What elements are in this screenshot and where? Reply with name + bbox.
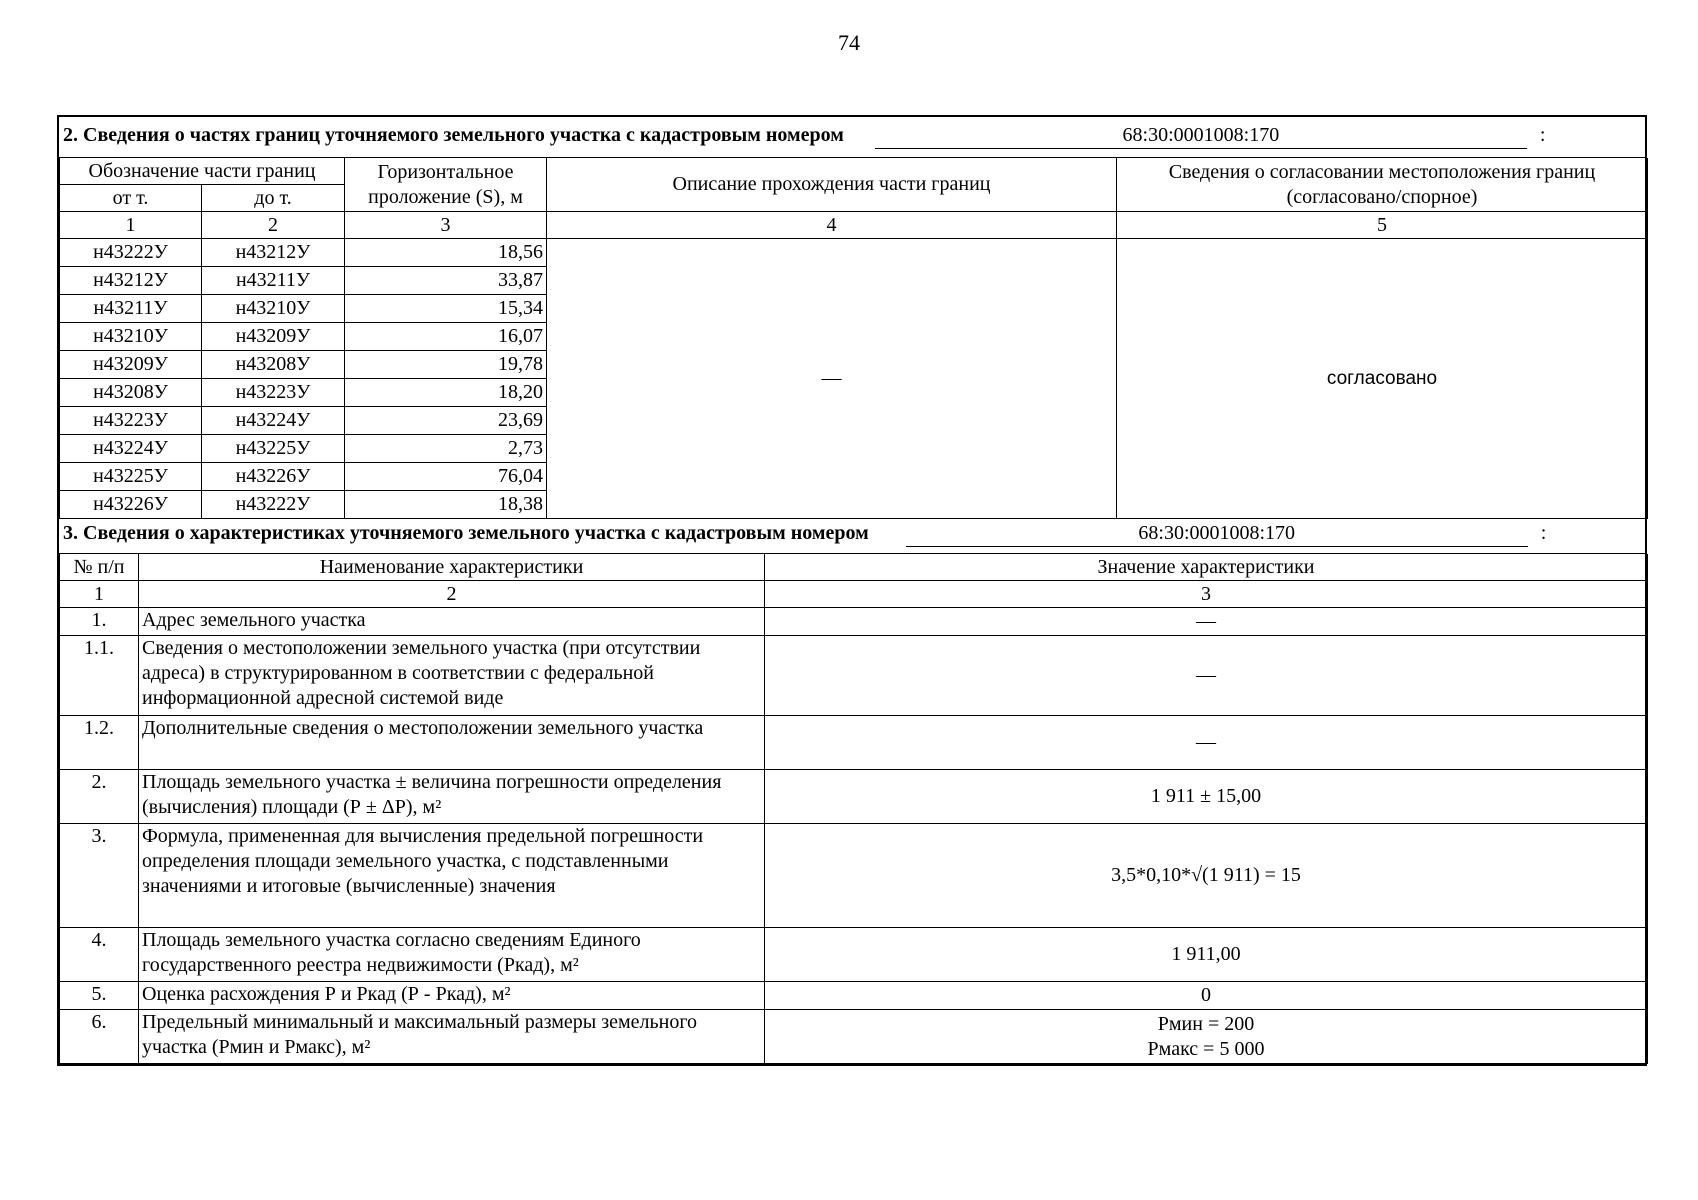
cell-to: н43224У — [202, 407, 345, 435]
col-number: 1 — [60, 581, 139, 608]
cell-from: н43209У — [60, 351, 202, 379]
cell-horizontal: 15,34 — [345, 295, 547, 323]
cell-name: Сведения о местоположении земельного участка (при отсутствии адреса) в структурированном в соответствии с федеральной информационной адресной системой виде — [139, 636, 765, 716]
cell-from: н43222У — [60, 239, 202, 267]
cell-horizontal: 16,07 — [345, 323, 547, 351]
cell-value: 1 911,00 — [765, 928, 1648, 982]
cell-horizontal: 18,38 — [345, 491, 547, 519]
section3-table — [59, 554, 1648, 1064]
header-part-designation: Обозначение части границ — [60, 158, 345, 185]
cell-num: 6. — [60, 1010, 139, 1064]
table-row — [60, 982, 1648, 1010]
cell-from: н43225У — [60, 463, 202, 491]
cell-horizontal: 23,69 — [345, 407, 547, 435]
section3-title: 3. Сведения о характеристиках уточняемого земельного участка с кадастровым номером — [63, 522, 869, 544]
header-value: Значение характеристики — [765, 554, 1648, 581]
cell-num: 1. — [60, 608, 139, 636]
cell-description: — — [547, 239, 1117, 519]
cell-num: 4. — [60, 928, 139, 982]
cell-name: Оценка расхождения Р и Ркад (Р - Ркад), м² — [139, 982, 765, 1010]
cell-value: 3,5*0,10*√(1 911) = 15 — [765, 824, 1648, 928]
section2-title-cell — [59, 117, 1645, 158]
col-number: 2 — [139, 581, 765, 608]
cell-to: н43210У — [202, 295, 345, 323]
section2-colon: : — [1539, 124, 1546, 146]
cell-horizontal: 76,04 — [345, 463, 547, 491]
header-agreement: Сведения о согласовании местоположения границ (согласовано/спорное) — [1117, 158, 1648, 212]
table-row — [60, 608, 1648, 636]
table-row — [60, 770, 1648, 824]
cell-to: н43209У — [202, 323, 345, 351]
cell-from: н43223У — [60, 407, 202, 435]
header-num: № п/п — [60, 554, 139, 581]
col-number: 3 — [345, 212, 547, 239]
section3-title-table — [59, 519, 1645, 554]
section2-title-table — [59, 117, 1645, 158]
cell-name: Площадь земельного участка ± величина погрешности определения (вычисления) площади (Р ± ΔР), м² — [139, 770, 765, 824]
section2-table — [59, 158, 1648, 519]
cell-name: Предельный минимальный и максимальный размеры земельного участка (Рмин и Рмакс), м² — [139, 1010, 765, 1064]
cell-num: 2. — [60, 770, 139, 824]
table-row — [60, 1010, 1648, 1064]
cell-to: н43222У — [202, 491, 345, 519]
cell-from: н43226У — [60, 491, 202, 519]
cell-to: н43225У — [202, 435, 345, 463]
cell-name: Формула, примененная для вычисления предельной погрешности определения площади земельного участка, с подставленными значениями и итоговые (вычисленные) значения — [139, 824, 765, 928]
cell-agreement: согласовано — [1117, 239, 1648, 519]
cell-value: — — [765, 608, 1648, 636]
cell-value: — — [765, 716, 1648, 770]
col-number: 2 — [202, 212, 345, 239]
cell-horizontal: 2,73 — [345, 435, 547, 463]
header-name: Наименование характеристики — [139, 554, 765, 581]
col-number: 4 — [547, 212, 1117, 239]
cell-value: 0 — [765, 982, 1648, 1010]
header-horizontal: Горизонтальное проложение (S), м — [345, 158, 547, 212]
table-row — [60, 928, 1648, 982]
cell-to: н43223У — [202, 379, 345, 407]
cell-from: н43210У — [60, 323, 202, 351]
header-from: от т. — [60, 185, 202, 212]
cell-value: 1 911 ± 15,00 — [765, 770, 1648, 824]
table-row — [60, 239, 1648, 267]
table-row — [60, 824, 1648, 928]
cell-from: н43208У — [60, 379, 202, 407]
cell-to: н43211У — [202, 267, 345, 295]
section3-colon: : — [1540, 522, 1547, 544]
cell-name: Адрес земельного участка — [139, 608, 765, 636]
value-pmin: Рмин = 200 — [1157, 1012, 1255, 1035]
cell-from: н43212У — [60, 267, 202, 295]
cell-to: н43212У — [202, 239, 345, 267]
cell-num: 5. — [60, 982, 139, 1010]
cell-num: 1.2. — [60, 716, 139, 770]
cell-to: н43208У — [202, 351, 345, 379]
cell-from: н43211У — [60, 295, 202, 323]
table-row — [60, 716, 1648, 770]
cell-name: Дополнительные сведения о местоположении земельного участка — [139, 716, 765, 770]
section3-cadastral-number: 68:30:0001008:170 — [906, 521, 1528, 547]
header-to: до т. — [202, 185, 345, 212]
cell-to: н43226У — [202, 463, 345, 491]
cell-value — [765, 1010, 1648, 1064]
section2-title: 2. Сведения о частях границ уточняемого земельного участка с кадастровым номером — [63, 124, 844, 146]
cell-horizontal: 18,20 — [345, 379, 547, 407]
cell-name: Площадь земельного участка согласно сведениям Единого государственного реестра недвижимости (Ркад), м² — [139, 928, 765, 982]
cell-from: н43224У — [60, 435, 202, 463]
cell-num: 1.1. — [60, 636, 139, 716]
col-number: 1 — [60, 212, 202, 239]
header-description: Описание прохождения части границ — [547, 158, 1117, 212]
section3-title-cell — [59, 519, 1645, 554]
page-number: 74 — [838, 30, 860, 55]
cell-value: — — [765, 636, 1648, 716]
col-number: 3 — [765, 581, 1648, 608]
cell-horizontal: 18,56 — [345, 239, 547, 267]
document-table-frame — [57, 115, 1647, 1066]
cell-num: 3. — [60, 824, 139, 928]
value-pmax: Рмакс = 5 000 — [1147, 1037, 1265, 1060]
section2-cadastral-number: 68:30:0001008:170 — [875, 123, 1527, 149]
col-number: 5 — [1117, 212, 1648, 239]
cell-horizontal: 19,78 — [345, 351, 547, 379]
table-row — [60, 636, 1648, 716]
cell-horizontal: 33,87 — [345, 267, 547, 295]
